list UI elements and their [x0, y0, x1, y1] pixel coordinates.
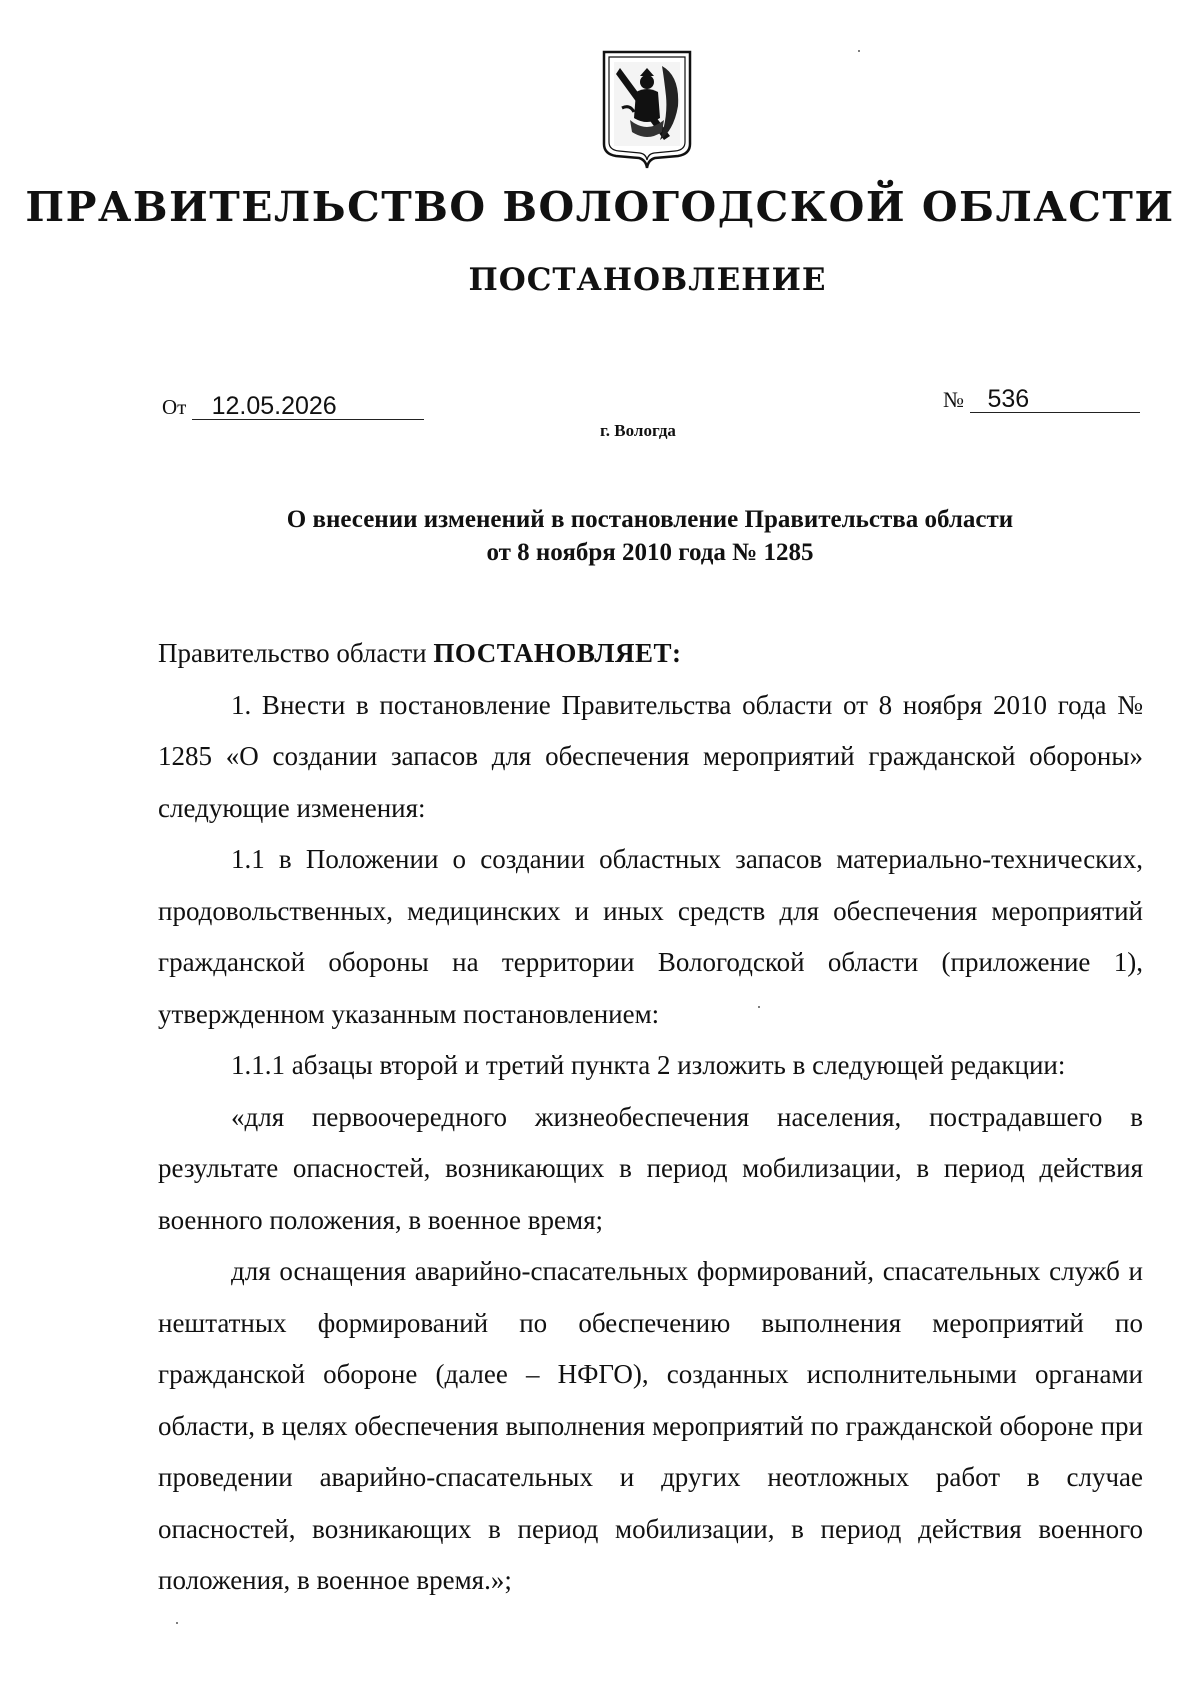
paragraph-quote-1: «для первоочередного жизнеобеспечения населения, пострадавшего в результате опасностей, возникающих в период мобилизации, в период действия военного положения, в военное время; [158, 1101, 1143, 1235]
number-value: 536 [970, 386, 1140, 413]
document-type-title: ПОСТАНОВЛЕНИЕ [468, 262, 827, 298]
scan-speck [176, 1622, 178, 1624]
subject-line-1: О внесении изменений в постановление Правительства области [286, 506, 1014, 533]
intro-verb: ПОСТАНОВЛЯЕТ: [433, 638, 682, 668]
document-subject [150, 503, 1150, 569]
scan-speck [858, 50, 860, 52]
government-title: ПРАВИТЕЛЬСТВО ВОЛОГОДСКОЙ ОБЛАСТИ [25, 183, 1175, 231]
paragraph-1: 1. Внести в постановление Правительства области от 8 ноября 2010 года № 1285 «О создании запасов для обеспечения мероприятий гражданской обороны» следующие изменения: [158, 689, 1143, 823]
scan-speck [758, 1006, 760, 1008]
date-field [162, 393, 424, 420]
number-field [943, 386, 1140, 413]
paragraph-1-1: 1.1 в Положении о создании областных запасов материально-технических, продовольственных, медицинских и иных средств для обеспечения мероприятий гражданской обороны на территории Вологодской области (приложение 1), утвержденном указанным постановлением: [158, 844, 1143, 1029]
resolution-intro [158, 628, 1143, 680]
number-label: № [943, 387, 964, 412]
document-body [158, 628, 1143, 1607]
intro-prefix: Правительство области [158, 638, 434, 668]
vologda-coat-of-arms-icon [600, 48, 694, 170]
date-value: 12.05.2026 [192, 393, 424, 420]
city-label: г. Вологда [600, 421, 676, 440]
date-label: От [162, 395, 187, 419]
subject-line-2: от 8 ноября 2010 года № 1285 [486, 539, 814, 566]
paragraph-quote-2: для оснащения аварийно-спасательных формирований, спасательных служб и нештатных формирований по обеспечению выполнения мероприятий по гражданской обороне (далее – НФГО), созданных исполнительными органами области, в целях обеспечения выполнения мероприятий по гражданской обороне при проведении аварийно-спасательных и других неотложных работ в случае опасностей, возникающих в период мобилизации, в период действия военного положения, в военное время.»; [158, 1256, 1143, 1595]
paragraph-1-1-1: 1.1.1 абзацы второй и третий пункта 2 изложить в следующей редакции: [231, 1050, 1066, 1080]
